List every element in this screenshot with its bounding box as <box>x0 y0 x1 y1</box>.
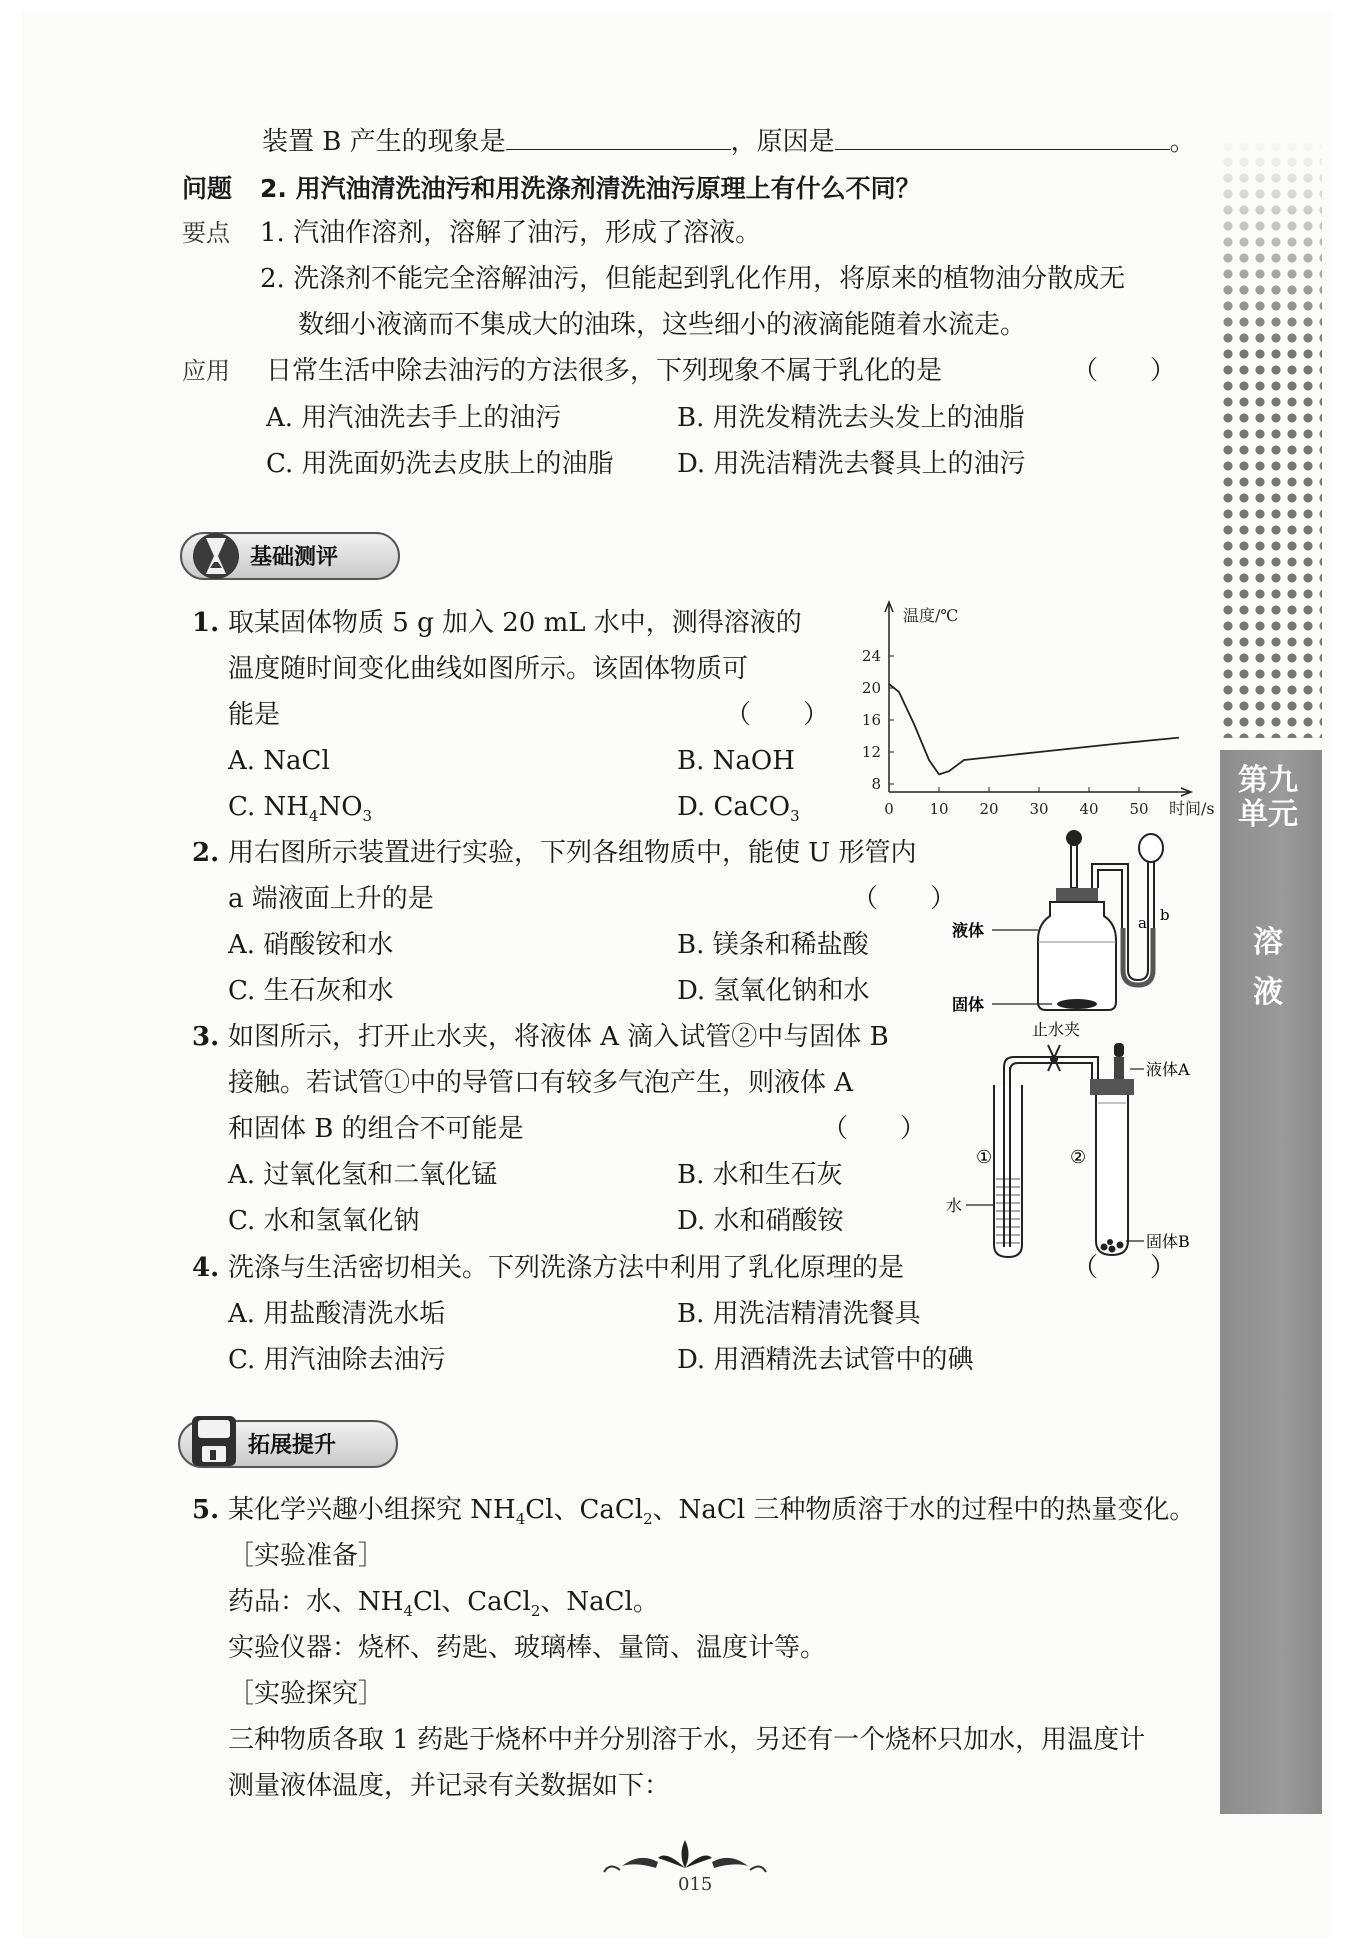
section-basic-test-title: 基础测评 <box>250 545 339 570</box>
q4-option-c[interactable]: C. 用汽油除去油污 <box>228 1345 446 1375</box>
q2-option-c[interactable]: C. 生石灰和水 <box>228 976 394 1006</box>
key-point-1: 1. 汽油作溶剂，溶解了油污，形成了溶液。 <box>260 218 762 248</box>
q5-prep-heading: ［实验准备］ <box>228 1541 385 1571</box>
app-option-c[interactable]: C. 用洗面奶洗去皮肤上的油脂 <box>266 449 614 479</box>
x-tick-label: 40 <box>1079 800 1099 818</box>
x-axis-label: 时间/s <box>1169 799 1215 818</box>
q5-explore-heading: ［实验探究］ <box>228 1679 385 1709</box>
unit-title: 第九单元 <box>1238 763 1298 832</box>
application-answer-paren[interactable]: （ ） <box>1072 356 1177 386</box>
q5-body2: 测量液体温度，并记录有关数据如下： <box>228 1771 671 1801</box>
key-points-label: 要点 <box>182 219 230 247</box>
q1-option-d[interactable]: D. CaCO$_3$ <box>677 792 800 826</box>
q3-option-d[interactable]: D. 水和硝酸铵 <box>677 1206 844 1236</box>
page-number: 015 <box>678 1874 713 1895</box>
answer-blank-1[interactable] <box>506 125 731 150</box>
q3-option-c[interactable]: C. 水和氢氧化钠 <box>228 1206 420 1236</box>
fig-label-tube1: ① <box>976 1147 993 1168</box>
fig-label-liquid-a: 液体A <box>1146 1060 1190 1079</box>
fig-label-tube2: ② <box>1070 1147 1087 1168</box>
halftone-decoration <box>1220 138 1322 738</box>
unit-tab <box>1220 750 1322 1814</box>
q1-option-c[interactable]: C. $NH_4NO_3$ <box>228 792 373 826</box>
q1-line3: 能是 <box>228 700 281 730</box>
y-axis-label: 温度/℃ <box>903 606 959 625</box>
x-tick-label: 0 <box>884 800 894 818</box>
app-option-d[interactable]: D. 用洗洁精洗去餐具上的油污 <box>677 449 1026 479</box>
q2-line1: 用右图所示装置进行实验，下列各组物质中，能使 U 形管内 <box>228 838 917 868</box>
hourglass-icon <box>192 528 240 584</box>
floppy-disk-icon <box>188 1412 240 1472</box>
q5-instruments: 实验仪器：烧杯、药匙、玻璃棒、量筒、温度计等。 <box>228 1633 827 1663</box>
key-point-2b: 数细小液滴而不集成大的油珠，这些细小的液滴能随着水流走。 <box>298 310 1027 340</box>
q1-option-b[interactable]: B. NaOH <box>677 746 795 776</box>
y-tick-label: 24 <box>861 647 881 665</box>
page <box>22 12 1332 1937</box>
test-tube-apparatus-figure <box>930 1015 1220 1260</box>
x-tick-label: 10 <box>929 800 949 818</box>
y-tick-label: 12 <box>861 743 881 761</box>
temperature-time-chart <box>837 597 1217 822</box>
fig-label-a: a <box>1138 914 1147 932</box>
fig-label-clip: 止水夹 <box>1032 1020 1081 1039</box>
topic-char-1: 溶 <box>1253 925 1283 960</box>
fig-label-water: 水 <box>946 1196 963 1215</box>
q4-option-b[interactable]: B. 用洗洁精清洗餐具 <box>677 1299 921 1329</box>
topic-char-2: 液 <box>1253 975 1283 1010</box>
q1-answer-paren[interactable]: （ ） <box>725 700 830 730</box>
problem-2-text: 2. 用汽油清洗油污和用洗涤剂清洗油污原理上有什么不同？ <box>260 174 921 203</box>
fig-label-b: b <box>1160 906 1170 924</box>
q2-option-b[interactable]: B. 镁条和稀盐酸 <box>677 930 869 960</box>
key-point-2a: 2. 洗涤剂不能完全溶解油污，但能起到乳化作用，将原来的植物油分散成无 <box>260 264 1126 294</box>
y-tick-label: 16 <box>861 711 881 729</box>
temperature-series-line <box>889 684 1179 774</box>
fig-label-liquid: 液体 <box>952 921 985 940</box>
section-extension-title: 拓展提升 <box>248 1433 337 1458</box>
app-option-a[interactable]: A. 用汽油洗去手上的油污 <box>266 403 562 433</box>
q5-drugs: 药品：水、$NH_4Cl$、CaCl$_2$、NaCl。 <box>228 1587 659 1621</box>
q4-line1: 洗涤与生活密切相关。下列洗涤方法中利用了乳化原理的是 <box>228 1253 905 1283</box>
q2-line2: a 端液面上升的是 <box>228 884 434 914</box>
q3-line3: 和固体 B 的组合不可能是 <box>228 1114 524 1144</box>
q1-line1: 取某固体物质 5 g 加入 20 mL 水中，测得溶液的 <box>228 608 802 638</box>
q1-number: 1. <box>192 608 220 638</box>
q3-option-a[interactable]: A. 过氧化氢和二氧化锰 <box>228 1160 498 1190</box>
fig-label-solid-b: 固体B <box>1146 1232 1190 1251</box>
q2-answer-paren[interactable]: （ ） <box>852 884 957 914</box>
y-tick-label: 20 <box>861 679 881 697</box>
q3-option-b[interactable]: B. 水和生石灰 <box>677 1160 843 1190</box>
q3-number: 3. <box>192 1022 220 1052</box>
fig-label-solid: 固体 <box>952 995 985 1014</box>
unit-sidebar <box>1220 138 1322 1814</box>
x-tick-label: 20 <box>979 800 999 818</box>
q4-option-d[interactable]: D. 用酒精洗去试管中的碘 <box>677 1345 974 1375</box>
q3-line1: 如图所示，打开止水夹，将液体 A 滴入试管②中与固体 B <box>228 1022 889 1052</box>
problem-label: 问题 <box>182 174 233 203</box>
q4-number: 4. <box>192 1253 220 1283</box>
answer-blank-2[interactable] <box>835 125 1170 150</box>
q2-option-d[interactable]: D. 氢氧化钠和水 <box>677 976 870 1006</box>
q1-line2: 温度随时间变化曲线如图所示。该固体物质可 <box>228 654 749 684</box>
section-basic-test <box>180 532 400 580</box>
q1-option-a[interactable]: A. NaCl <box>228 746 330 776</box>
q4-option-a[interactable]: A. 用盐酸清洗水垢 <box>228 1299 446 1329</box>
y-tick-label: 8 <box>871 775 881 793</box>
x-tick-label: 50 <box>1129 800 1149 818</box>
app-option-b[interactable]: B. 用洗发精洗去头发上的油脂 <box>677 403 1025 433</box>
q2-number: 2. <box>192 838 220 868</box>
section-extension <box>178 1420 398 1468</box>
u-tube-apparatus-figure <box>952 820 1212 1020</box>
device-b-line: 装置 B 产生的现象是 ，原因是 。 <box>262 127 1196 157</box>
q5-line1: 某化学兴趣小组探究 $NH_4Cl$、CaCl$_2$、NaCl 三种物质溶于水的过程中的热量变化。 <box>228 1495 1196 1529</box>
x-tick-label: 30 <box>1029 800 1049 818</box>
q5-number: 5. <box>192 1495 220 1525</box>
application-text: 日常生活中除去油污的方法很多，下列现象不属于乳化的是 <box>266 356 943 386</box>
q4-answer-paren[interactable]: （ ） <box>1072 1253 1177 1283</box>
q5-body1: 三种物质各取 1 药匙于烧杯中并分别溶于水，另还有一个烧杯只加水，用温度计 <box>228 1725 1146 1755</box>
q3-line2: 接触。若试管①中的导管口有较多气泡产生，则液体 A <box>228 1068 854 1098</box>
q3-answer-paren[interactable]: （ ） <box>822 1114 927 1144</box>
application-label: 应用 <box>182 357 230 385</box>
q2-option-a[interactable]: A. 硝酸铵和水 <box>228 930 394 960</box>
